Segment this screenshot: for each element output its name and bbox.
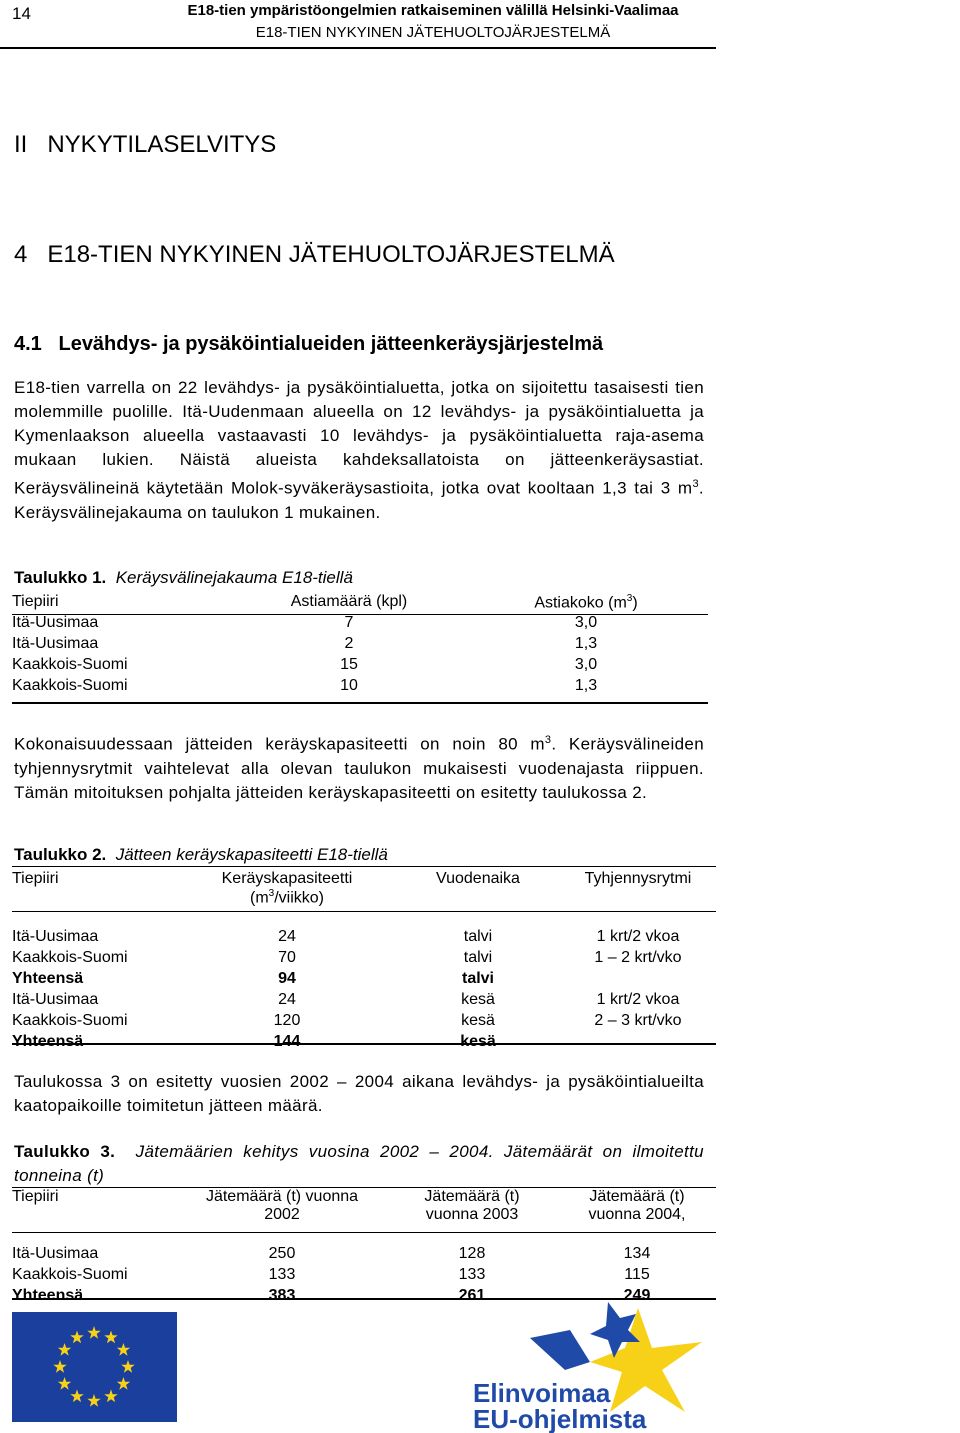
table-cell: 128 xyxy=(458,1245,486,1262)
table-cell xyxy=(560,970,716,991)
table-cell: kesä xyxy=(461,1012,495,1030)
paragraph-capacity-text: Kokonaisuudessaan jätteiden keräyskapasiteetti on noin 80 m xyxy=(14,734,545,754)
table-cell: Itä-Uusimaa xyxy=(12,614,99,631)
table-cell: 24 xyxy=(278,991,296,1009)
table-row xyxy=(12,635,708,656)
table-header: Astiakoko $(m^3)$ xyxy=(534,593,638,612)
paragraph-capacity-tail: . Keräysvälineiden tyhjennysrytmit vaihtelevat alla olevan taulukon mukaisesti vuodenajasta riippuen. Tämän mitoituksen pohjalta jätteiden keräyskapasiteetti on esitetty taulukossa 2. xyxy=(14,734,704,802)
table-header: Jätemäärä (t) vuonna 2002 xyxy=(205,1188,359,1223)
table-cell: Yhteensä xyxy=(12,1287,84,1304)
table-cell: 383 xyxy=(268,1287,296,1304)
table-cell: Itä-Uusimaa xyxy=(12,991,99,1009)
table-cell: 10 xyxy=(340,677,358,694)
table-cell: 120 xyxy=(273,1012,301,1030)
table-cell: 3,0 xyxy=(574,656,598,673)
table-cell: Itä-Uusimaa xyxy=(12,635,99,652)
table-row xyxy=(12,1266,716,1287)
table-cell: 133 xyxy=(268,1266,296,1283)
table2-bottom-rule xyxy=(12,1043,716,1045)
table2-header-row xyxy=(12,870,716,907)
table1-label: Taulukko 1. xyxy=(14,568,107,587)
table2-top-rule xyxy=(12,866,716,867)
table-cell: Itä-Uusimaa xyxy=(12,928,99,946)
section-heading: 4.1 Levähdys- ja pysäköintialueiden jätteenkeräysjärjestelmä xyxy=(14,333,604,355)
table-row xyxy=(12,656,708,677)
table-cell: 115 xyxy=(624,1266,650,1283)
table-cell: kesä xyxy=(460,1033,496,1051)
table-row xyxy=(12,991,716,1012)
running-header-subtitle: E18-TIEN NYKYINEN JÄTEHUOLTOJÄRJESTELMÄ xyxy=(255,24,611,41)
table-cell: Kaakkois-Suomi xyxy=(12,677,128,694)
table-row xyxy=(12,614,708,635)
table-cell: 1,3 xyxy=(574,635,598,652)
table-cell: 7 xyxy=(344,614,354,631)
superscript: 3 xyxy=(544,734,552,746)
table-cell: talvi xyxy=(463,928,493,946)
table2-header-rule xyxy=(12,911,716,912)
table-cell: 1 – 2 krt/vko xyxy=(594,949,682,967)
table1-caption-text: Keräysvälinejakauma E18-tiellä xyxy=(115,568,353,587)
table-cell: 261 xyxy=(458,1287,486,1304)
paragraph-capacity xyxy=(14,728,704,805)
table-cell: 249 xyxy=(623,1287,651,1304)
superscript: 3 xyxy=(692,478,699,490)
logo-text-line1: Elinvoimaa xyxy=(473,1378,611,1408)
table-cell: 3,0 xyxy=(574,614,598,631)
table-header: Astiamäärä (kpl) xyxy=(290,593,408,610)
table-row xyxy=(12,1012,716,1033)
table-cell: Kaakkois-Suomi xyxy=(12,1012,128,1030)
paragraph-intro-tail: . Keräysvälinejakauma on taulukon 1 mukainen. xyxy=(14,478,704,522)
table-cell: 144 xyxy=(273,1033,301,1051)
table-header: Jätemäärä (t) vuonna 2003 xyxy=(424,1188,520,1223)
table-header: Jätemäärä (t) vuonna 2004, xyxy=(588,1188,686,1223)
logo-text-line2: EU-ohjelmista xyxy=(473,1404,647,1433)
elinvoimaa-logo xyxy=(470,1300,720,1433)
table2-caption-text: Jätteen keräyskapasiteetti E18-tiellä xyxy=(115,845,388,864)
page-number: 14 xyxy=(12,4,31,23)
table-cell: 133 xyxy=(458,1266,486,1283)
table-cell: talvi xyxy=(461,970,494,988)
table3-header-rule xyxy=(12,1232,716,1233)
table3-caption xyxy=(14,1140,704,1188)
table-cell: Yhteensä xyxy=(12,1033,84,1051)
table-header: Tiepiiri xyxy=(12,1188,59,1205)
table2 xyxy=(12,870,716,1054)
table3-label: Taulukko 3. xyxy=(14,1142,116,1161)
table-cell: 134 xyxy=(623,1245,651,1262)
table-cell: 2 xyxy=(344,635,354,652)
table-cell: 1 krt/2 vkoa xyxy=(596,991,680,1009)
table-row xyxy=(12,949,716,970)
table2-caption xyxy=(14,845,388,865)
table-row xyxy=(12,1245,716,1266)
paragraph-waste: Taulukossa 3 on esitetty vuosien 2002 – 2004 aikana levähdys- ja pysäköintialueilta kaatopaikoille toimitetun jätteen määrä. xyxy=(14,1072,704,1115)
table3-caption-text: Jätemäärien kehitys vuosina 2002 – 2004. Jätemäärät on ilmoitettu tonneina (t) xyxy=(14,1142,704,1185)
table-row xyxy=(12,677,708,698)
table3-header-row xyxy=(12,1188,716,1224)
table-cell: 1 krt/2 vkoa xyxy=(596,928,680,946)
table-header: Tyhjennysrytmi xyxy=(584,870,692,887)
table-cell: kesä xyxy=(461,991,495,1009)
table-cell: 24 xyxy=(278,928,296,946)
table1-header-row xyxy=(12,593,708,614)
paragraph-intro xyxy=(14,376,704,525)
table-cell: Yhteensä xyxy=(12,970,84,988)
table1-caption xyxy=(14,568,353,588)
table-cell: Kaakkois-Suomi xyxy=(12,1266,128,1283)
table-header: Keräyskapasiteetti $(m^3/viikko)$ xyxy=(221,870,353,907)
table-header: Tiepiiri xyxy=(12,870,59,887)
part-heading: II NYKYTILASELVITYS xyxy=(14,131,277,158)
table-cell: 15 xyxy=(340,656,358,673)
header-rule xyxy=(0,47,716,49)
table3 xyxy=(12,1188,716,1308)
table-cell: talvi xyxy=(463,949,493,967)
logo-swoosh xyxy=(530,1330,590,1370)
table-header: Tiepiiri xyxy=(12,593,59,610)
table-cell: 70 xyxy=(278,949,296,967)
table-row xyxy=(12,928,716,949)
table2-label: Taulukko 2. xyxy=(14,845,107,864)
table-cell: Kaakkois-Suomi xyxy=(12,949,128,967)
chapter-heading: 4 E18-TIEN NYKYINEN JÄTEHUOLTOJÄRJESTELMÄ xyxy=(14,241,615,268)
table-cell: 250 xyxy=(268,1245,296,1262)
table-cell: Itä-Uusimaa xyxy=(12,1245,99,1262)
paragraph-intro-text: E18-tien varrella on 22 levähdys- ja pysäköintialuetta, jotka on sijoitettu tasaisesti tien molemmille puolille. Itä-Uudenmaan alueella on 12 levähdys- ja pysäköintialuetta ja Kymenlaakson alueella vastaavasti 10 levähdys- ja pysäköintialuetta raja-asema mukaan lukien. Näistä alueista kahdeksallatoista on jätteenkeräysastiat. Keräysvälineinä käytetään Molok-syväkeräysastioita, jotka ovat kooltaan 1,3 tai 3 m xyxy=(14,378,704,498)
table1-bottom-rule xyxy=(12,702,708,704)
table-cell: 2 – 3 krt/vko xyxy=(594,1012,682,1030)
table-cell: Kaakkois-Suomi xyxy=(12,656,128,673)
table-row-total xyxy=(12,970,716,991)
table-header: Vuodenaika xyxy=(436,870,520,887)
table-cell: 1,3 xyxy=(574,677,598,694)
table-cell: 94 xyxy=(278,970,296,988)
table1 xyxy=(12,593,708,698)
eu-flag-icon xyxy=(12,1312,177,1422)
running-header-title: E18-tien ympäristöongelmien ratkaiseminen välillä Helsinki-Vaalimaa xyxy=(187,2,679,19)
